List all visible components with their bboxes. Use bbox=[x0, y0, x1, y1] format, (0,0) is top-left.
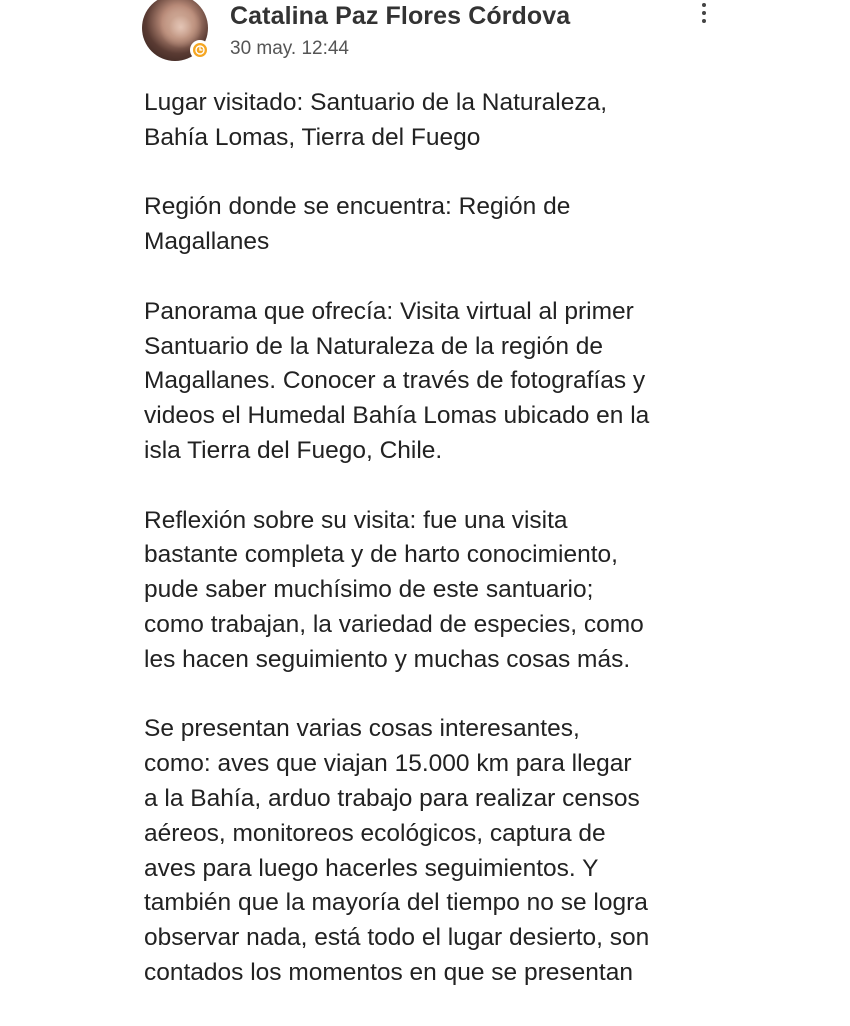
text-line: Lugar visitado: Santuario de la Naturaleza, bbox=[144, 89, 608, 116]
paragraph-interesting bbox=[144, 712, 744, 990]
more-vertical-icon bbox=[702, 3, 706, 7]
paragraph-region bbox=[144, 190, 744, 260]
more-vertical-icon bbox=[702, 11, 706, 15]
text-line: Se presentan varias cosas interesantes, bbox=[144, 715, 580, 743]
clock-icon bbox=[195, 45, 205, 55]
text-line: videos el Humedal Bahía Lomas ubicado en la bbox=[144, 402, 650, 430]
text-line: a la Bahía, arduo trabajo para realizar censos bbox=[144, 784, 640, 812]
post-timestamp: 30 may. 12:44 bbox=[230, 38, 350, 59]
text-line: observar nada, está todo el lugar desierto, son bbox=[144, 924, 650, 952]
text-line: como: aves que viajan 15.000 km para llegar bbox=[144, 750, 632, 778]
more-options-button[interactable] bbox=[694, 0, 714, 26]
text-line: Región donde se encuentra: Región de bbox=[144, 193, 571, 221]
text-line: Magallanes bbox=[144, 228, 270, 256]
author-name[interactable]: Catalina Paz Flores Córdova bbox=[230, 2, 571, 30]
paragraph-panorama bbox=[144, 295, 744, 469]
post-header bbox=[0, 0, 850, 80]
text-line: les hacen seguimiento y muchas cosas más. bbox=[144, 645, 631, 673]
text-line: Bahía Lomas, Tierra del Fuego bbox=[144, 123, 481, 151]
post-body bbox=[144, 86, 744, 1026]
text-line: aéreos, monitoreos ecológicos, captura de bbox=[144, 819, 606, 847]
paragraph-reflection bbox=[144, 504, 744, 678]
status-badge bbox=[190, 40, 210, 60]
text-line: Reflexión sobre su visita: fue una visita bbox=[144, 506, 568, 534]
paragraph-place bbox=[144, 86, 744, 156]
text-line: aves para luego hacerles seguimientos. Y bbox=[144, 854, 599, 882]
text-line: bastante completa y de harto conocimiento, bbox=[144, 541, 618, 569]
text-line: pude saber muchísimo de este santuario; bbox=[144, 576, 594, 604]
more-vertical-icon bbox=[702, 19, 706, 23]
text-line: Magallanes. Conocer a través de fotografías y bbox=[144, 367, 646, 395]
text-line: como trabajan, la variedad de especies, como bbox=[144, 610, 644, 638]
text-line: Santuario de la Naturaleza de la región de bbox=[144, 332, 604, 360]
text-line: Panorama que ofrecía: Visita virtual al primer bbox=[144, 297, 634, 325]
text-line: contados los momentos en que se presentan bbox=[144, 958, 633, 986]
text-line: también que la mayoría del tiempo no se logra bbox=[144, 889, 648, 917]
text-line: isla Tierra del Fuego, Chile. bbox=[144, 436, 443, 464]
